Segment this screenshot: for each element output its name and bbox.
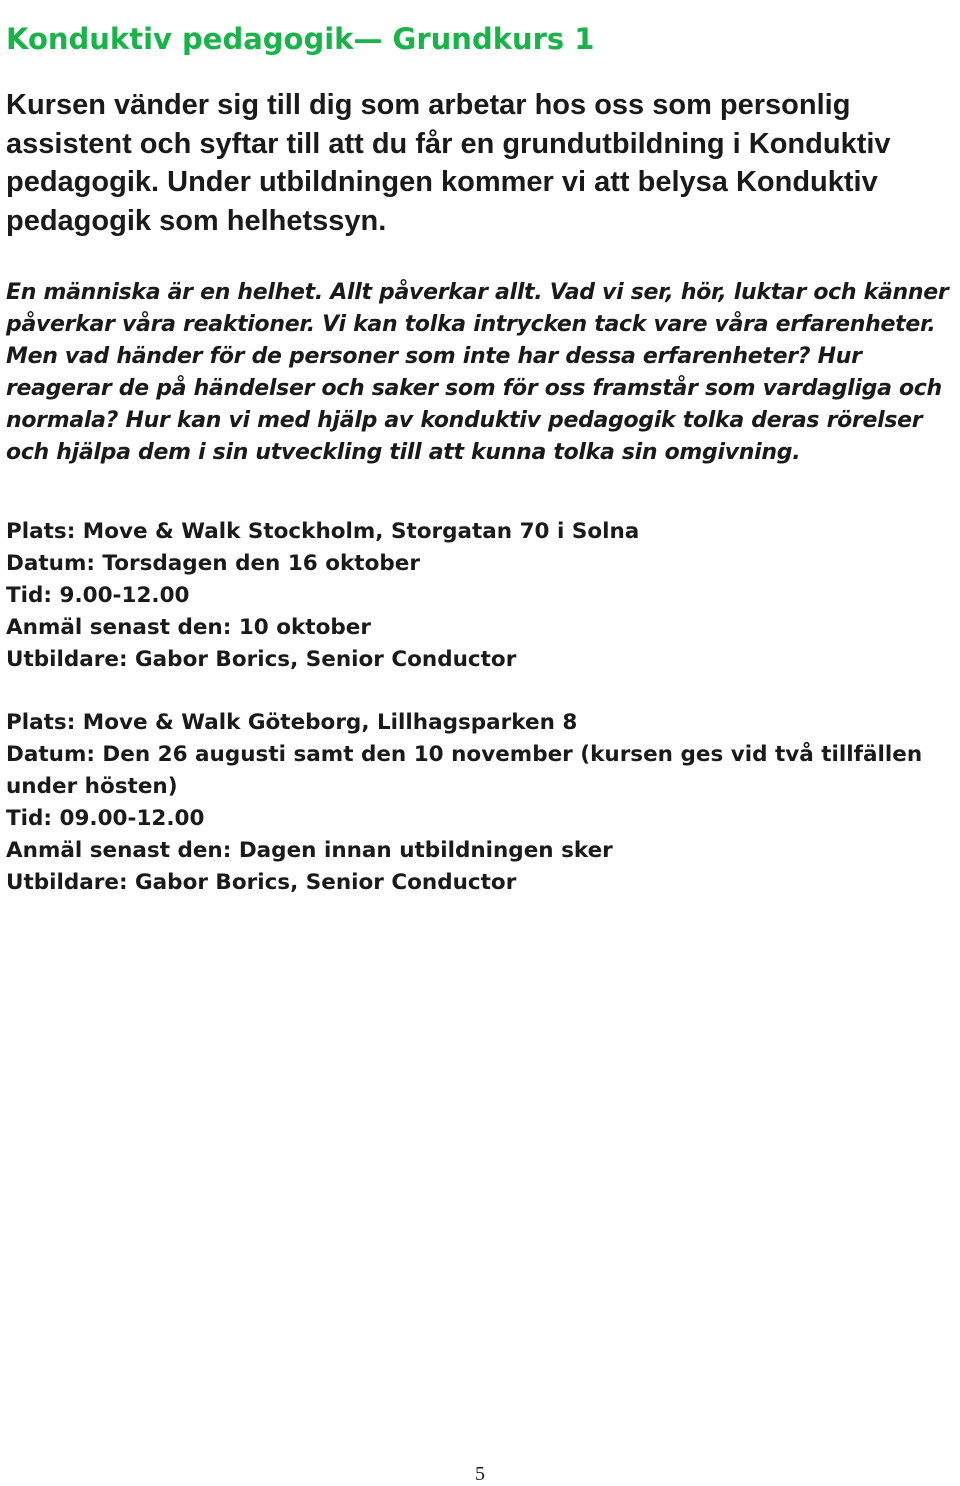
session-date: Datum: Den 26 augusti samt den 10 november (kursen ges vid två tillfällen under hösten)	[6, 742, 923, 799]
session-time: Tid: 9.00-12.00	[6, 583, 190, 608]
description-paragraph: En människa är en helhet. Allt påverkar allt. Vad vi ser, hör, luktar och känner påverkar våra reaktioner. Vi kan tolka intrycken tack vare våra erfarenheter. Men vad händer för de personer som inte har dessa erfarenheter? Hur reagerar de på händelser och saker som för oss framstår som vardagliga och normala? Hur kan vi med hjälp av konduktiv pedagogik tolka deras rörelser och hjälpa dem i sin utveckling till att kunna tolka sin omgivning.	[6, 280, 949, 465]
document-title: Konduktiv pedagogik— Grundkurs 1	[6, 22, 595, 57]
session-place: Plats: Move & Walk Stockholm, Storgatan 70 i Solna	[6, 519, 640, 544]
session-time: Tid: 09.00-12.00	[6, 806, 205, 831]
session-deadline: Anmäl senast den: Dagen innan utbildningen sker	[6, 838, 613, 863]
session-place: Plats: Move & Walk Göteborg, Lillhagsparken 8	[6, 710, 578, 735]
session-instructor: Utbildare: Gabor Borics, Senior Conductor	[6, 647, 517, 672]
session-instructor: Utbildare: Gabor Borics, Senior Conductor	[6, 870, 517, 895]
session-deadline: Anmäl senast den: 10 oktober	[6, 615, 371, 640]
session-goteborg	[6, 707, 956, 899]
session-stockholm	[6, 516, 956, 676]
session-date: Datum: Torsdagen den 16 oktober	[6, 551, 420, 576]
intro-paragraph: Kursen vänder sig till dig som arbetar hos oss som personlig assistent och syftar till att du får en grundutbildning i Konduktiv pedagogik. Under utbildningen kommer vi att belysa Konduktiv pedagogik som helhetssyn.	[6, 89, 891, 237]
page-number: 5	[475, 1463, 485, 1485]
